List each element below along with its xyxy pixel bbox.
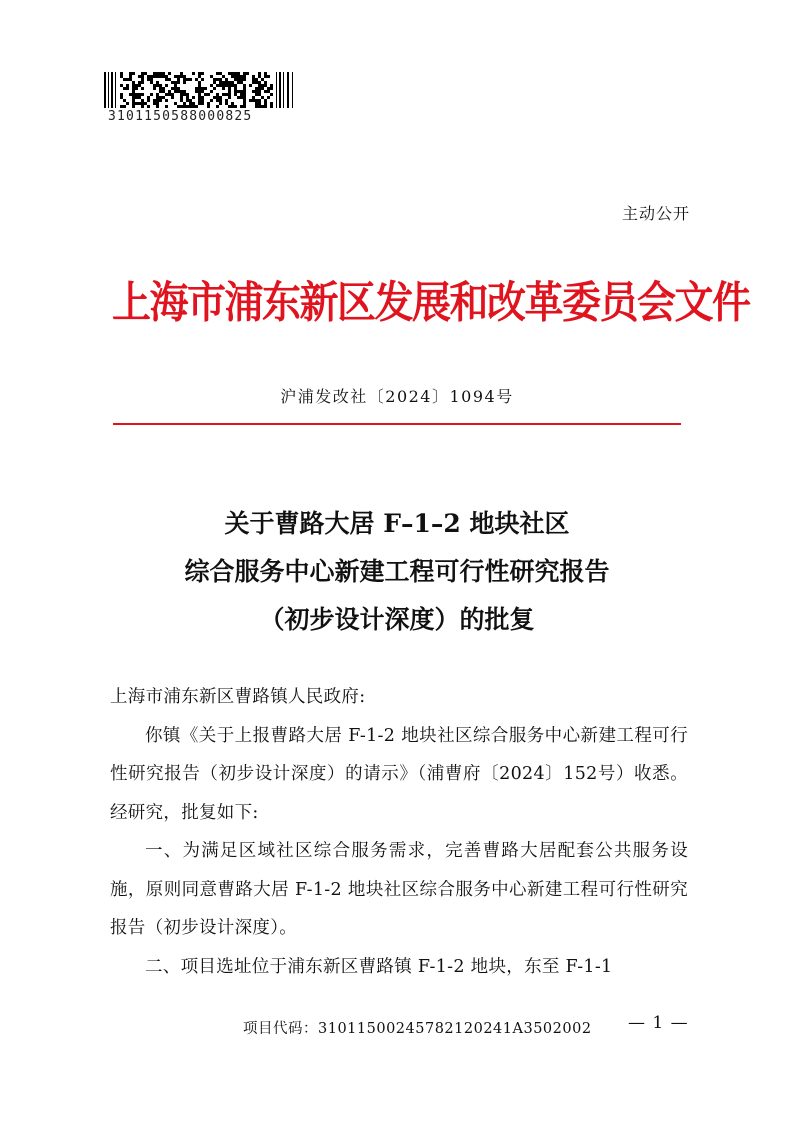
barcode: [104, 72, 296, 108]
barcode-number: 3101150588000825: [108, 109, 253, 124]
title-line-1: 关于曹路大居 F–1–2 地块社区: [224, 509, 570, 538]
addressee: 上海市浦东新区曹路镇人民政府:: [110, 687, 366, 707]
issuer-heading: 上海市浦东新区发展和改革委员会文件: [112, 276, 750, 329]
red-divider: [113, 423, 681, 425]
document-number: 沪浦发改社〔2024〕1094号: [280, 387, 514, 406]
paragraph-1: 你镇《关于上报曹路大居 F-1-2 地块社区综合服务中心新建工程可行性研究报告（初步设计深度）的请示》（浦曹府〔2024〕152号）收悉。经研究，批复如下:: [110, 725, 688, 823]
paragraph-3: 二、项目选址位于浦东新区曹路镇 F-1-2 地块，东至 F-1-1: [145, 956, 613, 977]
project-code: 项目代码：31011500245782120241A3502002: [243, 1021, 592, 1037]
document-title: [0, 500, 794, 644]
title-line-2: 综合服务中心新建工程可行性研究报告: [184, 557, 610, 586]
title-line-3: （初步设计深度）的批复: [259, 605, 535, 634]
page-number: — 1 —: [628, 1013, 689, 1033]
disclosure-label: 主动公开: [621, 204, 690, 223]
paragraph-2: 一、为满足区域社区综合服务需求，完善曹路大居配套公共服务设施，原则同意曹路大居 F-1-2 地块社区综合服务中心新建工程可行性研究报告（初步设计深度）。: [110, 841, 688, 938]
document-body: [110, 678, 688, 986]
